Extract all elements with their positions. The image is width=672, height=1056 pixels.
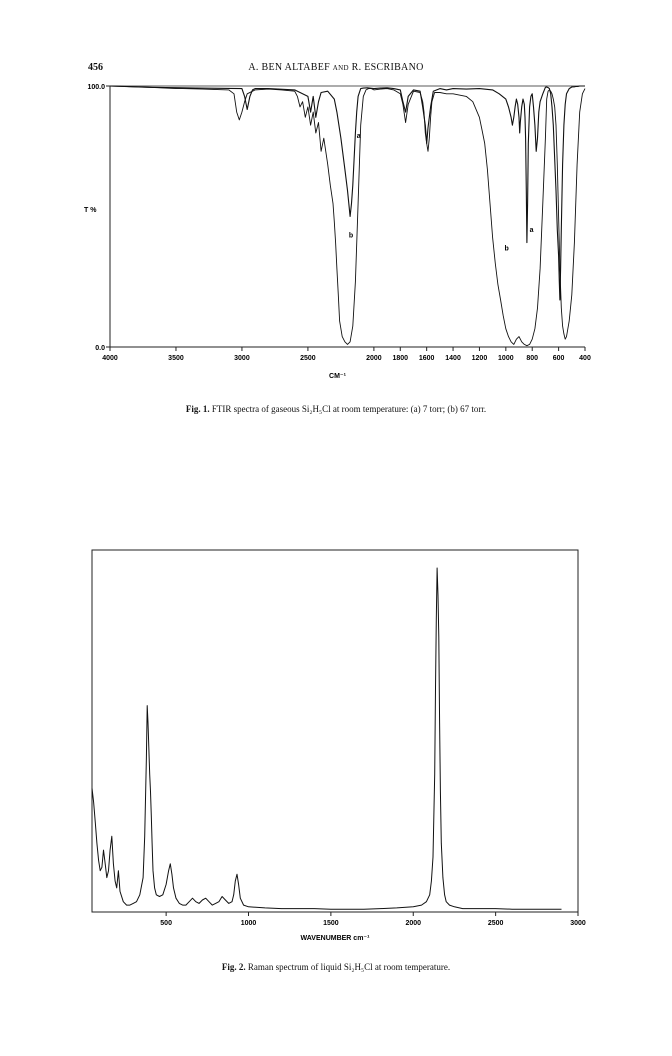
fig2-axes [92, 550, 578, 916]
figure-2-caption-text: Raman spectrum of liquid Si₂H₅Cl at room temperature. [247, 962, 451, 972]
fig2-labels [160, 920, 586, 942]
fig1-y-tick-label: 100.0 [87, 84, 105, 91]
fig2-x-tick-label: 500 [160, 920, 172, 927]
fig1-x-tick-label: 3500 [168, 355, 184, 362]
fig2-x-label: WAVENUMBER cm⁻¹ [300, 935, 370, 942]
running-head: A. BEN ALTABEF and R. ESCRIBANO [248, 62, 424, 73]
fig1-x-tick-label: 3000 [234, 355, 250, 362]
figure-2-caption-label: Fig. 2. [221, 962, 246, 972]
fig1-x-tick-label: 1000 [498, 355, 514, 362]
fig1-annotation: b [504, 245, 509, 253]
fig1-x-tick-label: 1200 [471, 355, 488, 362]
fig2-x-tick-label: 2500 [487, 920, 504, 927]
fig2-x-tick-label: 3000 [570, 920, 586, 927]
figure-2-caption [0, 962, 672, 972]
fig2-raman-line [92, 568, 562, 909]
fig2-x-tick-label: 1000 [240, 920, 257, 927]
fig1-y-label: T % [84, 207, 97, 214]
fig1-x-tick-label: 1600 [418, 355, 435, 362]
fig1-x-tick-label: 2000 [366, 355, 382, 362]
fig1-annotation: b [348, 232, 354, 240]
fig2-x-tick-label: 1500 [323, 920, 339, 927]
fig1-x-label: CM⁻¹ [329, 373, 346, 380]
figure-1-caption-text: FTIR spectra of gaseous Si₂H₅Cl at room temperature: (a) 7 torr; (b) 67 torr. [211, 404, 487, 414]
fig1-annotation: a [529, 227, 534, 235]
fig1-x-tick-label: 1800 [392, 355, 409, 362]
fig1-x-tick-label: 800 [526, 355, 539, 362]
fig2-frame [92, 550, 578, 912]
fig1-x-tick-label: 4000 [102, 355, 118, 362]
fig1-x-tick-label: 600 [552, 355, 565, 362]
page-number: 456 [88, 62, 103, 73]
fig1-y-tick-label: 0.0 [95, 345, 105, 352]
fig1-x-tick-label: 400 [579, 355, 591, 362]
fig1-annotation: a [356, 133, 361, 141]
fig2-x-tick-label: 2000 [405, 920, 422, 927]
fig1-x-tick-label: 1400 [445, 355, 461, 362]
fig2-series-group [92, 568, 562, 909]
fig1-x-tick-label: 2500 [300, 355, 316, 362]
figure-1-caption-label: Fig. 1. [185, 404, 210, 414]
